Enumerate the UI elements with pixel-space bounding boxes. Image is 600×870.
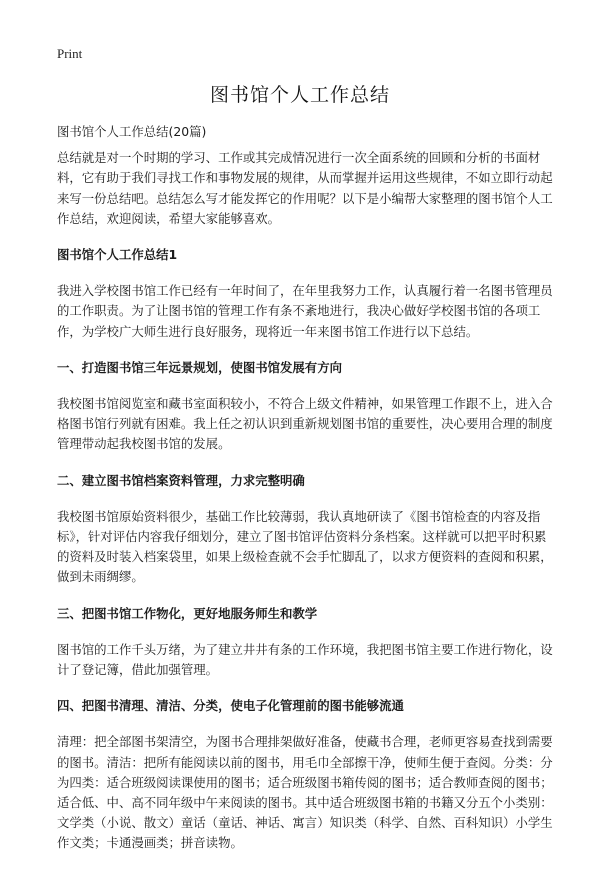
subsection-heading-4: 四、把图书清理、清洁、分类，使电子化管理前的图书能够流通 [57,698,404,714]
subsection-heading-3: 三、把图书馆工作物化，更好地服务师生和教学 [57,605,318,621]
print-link[interactable]: Print [57,46,83,61]
subsection-paragraph-1: 我校图书馆阅览室和藏书室面积较小，不符合上级文件精神，如果管理工作跟不上，进入合格图书馆行列就有困难。我上任之初认识到重新规划图书馆的重要性，决心要用合理的制度管理带动起我校图书馆的发展。 [57,396,553,452]
document-subtitle: 图书馆个人工作总结(20篇) [57,124,207,139]
subsection-paragraph-3: 图书馆的工作千头万绪，为了建立井井有条的工作环境，我把图书馆主要工作进行物化，设计了登记簿，借此加强管理。 [57,641,553,678]
document-body [57,122,553,870]
section-heading: 图书馆个人工作总结1 [57,247,178,263]
subsection-paragraph-4: 清理：把全部图书架清空，为图书合理排架做好准备，使藏书合理，老师更容易查找到需要的图书。清洁：把所有能阅读以前的图书，用毛巾全部擦干净，使师生便于查阅。分类：分为四类：适合班级阅读课使用的图书；适合班级图书箱传阅的图书；适合教师查阅的图书；适合低、中、高不同年级中午来阅读的图书。其中适合班级图书箱的书籍又分五个小类别：文学类（小说、散文）童话（童话、神话、寓言）知识类（科学、自然、百科知识）小学生作文类；卡通漫画类；拼音读物。 [57,734,553,851]
subsection-paragraph-2: 我校图书馆原始资料很少，基础工作比较薄弱，我认真地研读了《图书馆检查的内容及指标》，针对评估内容我仔细划分，建立了图书馆评估资料分条档案。这样就可以把平时积累的资料及时装入档案袋里，如果上级检查就不会手忙脚乱了，以求方便资料的查阅和积累，做到未雨绸缪。 [57,508,553,585]
intro-paragraph: 总结就是对一个时期的学习、工作或其完成情况进行一次全面系统的回顾和分析的书面材料，它有助于我们寻找工作和事物发展的规律，从而掌握并运用这些规律，不如立即行动起来写一份总结吧。总结怎么写才能发挥它的作用呢？以下是小编帮大家整理的图书馆个人工作总结，欢迎阅读，希望大家能够喜欢。 [57,150,553,226]
document-title: 图书馆个人工作总结 [209,84,390,106]
section-paragraph: 我进入学校图书馆工作已经有一年时间了，在年里我努力工作，认真履行着一名图书管理员的工作职责。为了让图书馆的管理工作有条不紊地进行，我决心做好学校图书馆的各项工作，为学校广大师生进行良好服务，现将近一年来图书馆工作进行以下总结。 [57,283,553,339]
subsection-heading-1: 一、打造图书馆三年远景规划，使图书馆发展有方向 [57,359,342,375]
subsection-heading-2: 二、建立图书馆档案资料管理，力求完整明确 [57,472,305,488]
